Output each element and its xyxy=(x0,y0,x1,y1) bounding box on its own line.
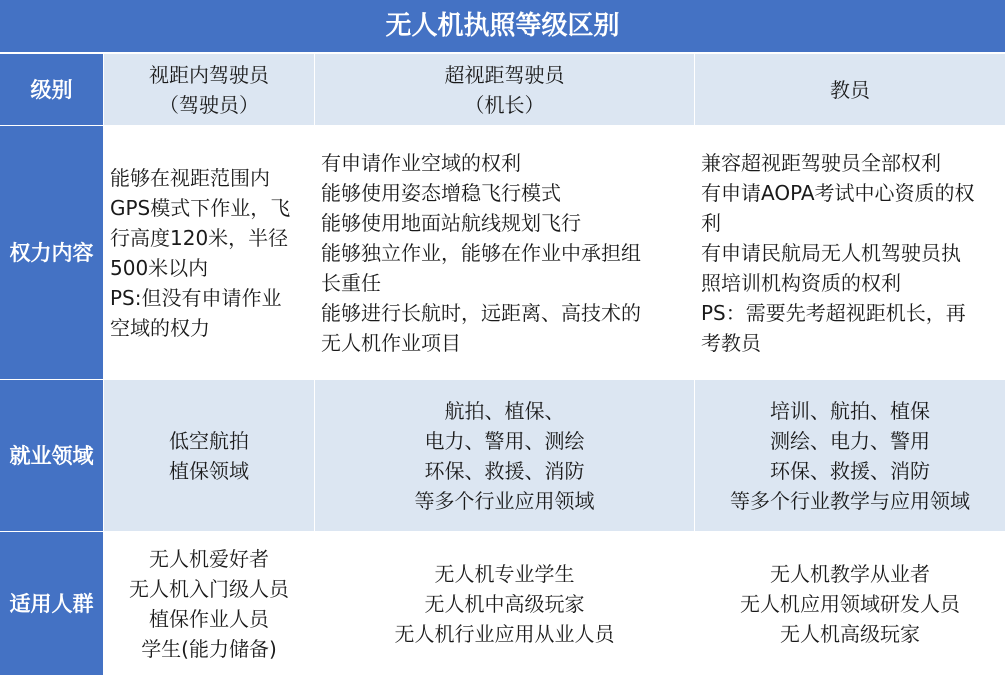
audience-instructor: 无人机教学从业者 无人机应用领域研发人员 无人机高级玩家 xyxy=(695,532,1006,676)
authority-instructor: 兼容超视距驾驶员全部权利 有申请AOPA考试中心资质的权 利 有申请民航局无人机驾驶员执 照培训机构资质的权利 PS：需要先考超视距机长，再 考教员 xyxy=(695,126,1006,380)
employment-bvlos-pilot: 航拍、植保、 电力、警用、测绘 环保、救援、消防 等多个行业应用领域 xyxy=(315,380,695,532)
level-header: 级别 xyxy=(0,54,104,126)
col-header-bvlos-pilot: 超视距驾驶员 （机长） xyxy=(315,54,695,126)
col-header-vlos-pilot: 视距内驾驶员 （驾驶员） xyxy=(104,54,315,126)
audience-vlos-pilot: 无人机爱好者 无人机入门级人员 植保作业人员 学生(能力储备) xyxy=(104,532,315,676)
employment-instructor: 培训、航拍、植保 测绘、电力、警用 环保、救援、消防 等多个行业教学与应用领域 xyxy=(695,380,1006,532)
employment-vlos-pilot: 低空航拍 植保领域 xyxy=(104,380,315,532)
row-label-audience: 适用人群 xyxy=(0,532,104,676)
table-title: 无人机执照等级区别 xyxy=(0,0,1006,54)
row-label-authority: 权力内容 xyxy=(0,126,104,380)
authority-vlos-pilot: 能够在视距范围内 GPS模式下作业，飞 行高度120米，半径 500米以内 PS:但没有申请作业 空域的权力 xyxy=(104,126,315,380)
audience-bvlos-pilot: 无人机专业学生 无人机中高级玩家 无人机行业应用从业人员 xyxy=(315,532,695,676)
row-label-employment: 就业领域 xyxy=(0,380,104,532)
authority-bvlos-pilot: 有申请作业空域的权利 能够使用姿态增稳飞行模式 能够使用地面站航线规划飞行 能够独立作业，能够在作业中承担组 长重任 能够进行长航时，远距离、高技术的 无人机作业项目 xyxy=(315,126,695,380)
col-header-instructor: 教员 xyxy=(695,54,1006,126)
